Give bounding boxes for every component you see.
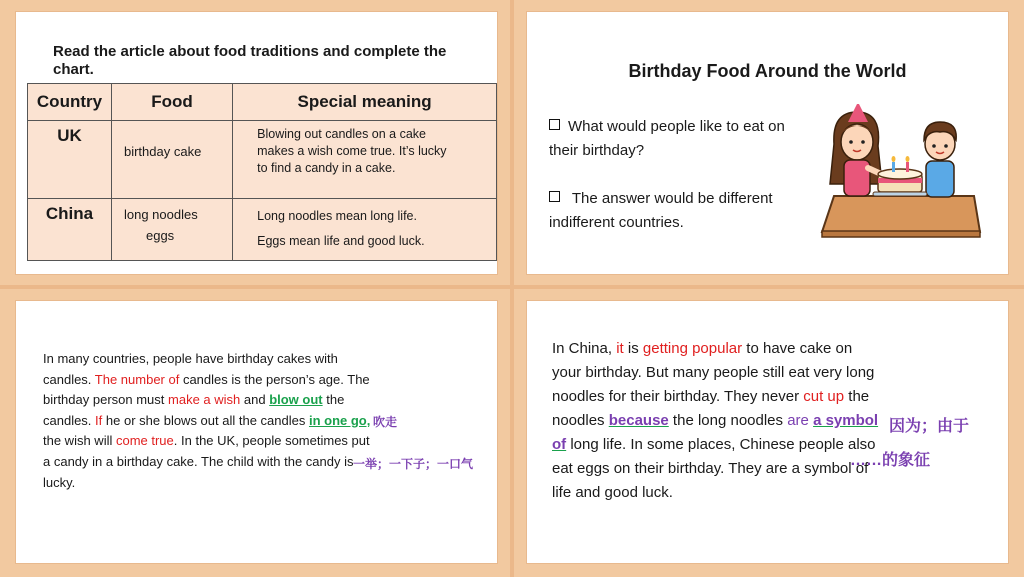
gloss-a-symbol-of: ……的象征	[850, 452, 931, 469]
meaning-text: Eggs mean life and good luck.	[257, 234, 425, 248]
slide-paragraph-china[interactable]	[527, 301, 1008, 563]
slide-divider-horizontal	[0, 285, 1024, 289]
highlight-red: come true	[115, 433, 174, 449]
phrase-a-symbol-of: a symbol of	[552, 412, 879, 453]
food-tradition-table	[27, 83, 497, 261]
gloss-in-one-go: 一举；一下子；一口气	[353, 457, 474, 471]
text-run: is	[623, 340, 643, 357]
slide-birthday-food[interactable]	[527, 12, 1008, 274]
table-header-row	[28, 84, 497, 121]
highlight-red: If	[95, 412, 103, 428]
question-1	[549, 115, 799, 163]
bullet-square-icon	[549, 119, 560, 130]
header-meaning: Special meaning	[233, 84, 497, 121]
text-run: are	[787, 412, 809, 429]
header-food: Food	[111, 84, 232, 121]
text-run: In many countries, people have birthday cakes with candles.	[43, 351, 338, 387]
header-country: Country	[28, 84, 112, 121]
table-row	[28, 121, 497, 199]
text-run: candles is the person’s age. The birthday person must	[43, 371, 370, 408]
highlight-red: cut up	[803, 388, 845, 405]
article-paragraph	[43, 349, 373, 493]
kids-birthday-cake-illustration	[812, 104, 982, 244]
phrase-because: because	[608, 412, 669, 429]
cell-country: China	[28, 199, 112, 261]
table-row	[28, 199, 497, 261]
question-text: What would people like to eat on their birthday?	[549, 118, 785, 159]
text-run: . In the UK, people sometimes put a candy in a birthday cake. The child with the candy is lucky.	[43, 433, 370, 490]
food-item: birthday cake	[123, 144, 202, 159]
question-2	[549, 187, 799, 235]
text-run: the candles.	[43, 392, 345, 428]
highlight-red: getting popular	[642, 340, 743, 357]
gloss-because: 因为；由于	[889, 418, 970, 435]
text-run: the wish will	[43, 433, 116, 449]
text-run: he or she blows out all the candles	[102, 412, 309, 428]
cell-food	[111, 121, 232, 199]
highlight-red: The number of	[94, 371, 180, 387]
cell-country: UK	[28, 121, 112, 199]
food-item: long noodles	[123, 207, 198, 222]
text-run: the noodles	[552, 388, 870, 429]
instruction-text: Read the article about food traditions and complete the chart.	[53, 43, 447, 78]
text-run: long life. In some places, Chinese people also eat eggs on their birthday. They are a symbol of life and good luck.	[552, 436, 876, 501]
highlight-red: make a wish	[168, 392, 241, 408]
bullet-square-icon	[549, 191, 560, 202]
phrase-blow-out: blow out	[269, 392, 323, 408]
meaning-text: Long noodles mean long life.	[257, 209, 417, 223]
slide-paragraph-uk[interactable]	[16, 301, 497, 563]
cell-meaning	[233, 121, 497, 199]
meaning-text: Blowing out candles on a cake makes a wish come true. It’s lucky to find a candy in a cake.	[257, 127, 447, 175]
text-run: to have cake on your birthday. But many people still eat very long noodles for their birthday. They never	[552, 340, 875, 405]
highlight-red: it	[616, 340, 624, 357]
slide-food-chart[interactable]	[16, 12, 497, 274]
gloss-blow-out: 吹走	[373, 415, 398, 429]
text-run: and	[240, 392, 270, 408]
question-text: The answer would be different indifferent countries.	[549, 190, 773, 231]
slide-title: Birthday Food Around the World	[628, 61, 907, 81]
text-run: In China,	[552, 340, 617, 357]
cell-food	[111, 199, 232, 261]
phrase-in-one-go: in one go,	[308, 412, 371, 428]
cell-meaning	[233, 199, 497, 261]
text-run: the long noodles	[668, 412, 788, 429]
food-item: eggs	[145, 228, 175, 243]
article-paragraph	[552, 337, 882, 505]
